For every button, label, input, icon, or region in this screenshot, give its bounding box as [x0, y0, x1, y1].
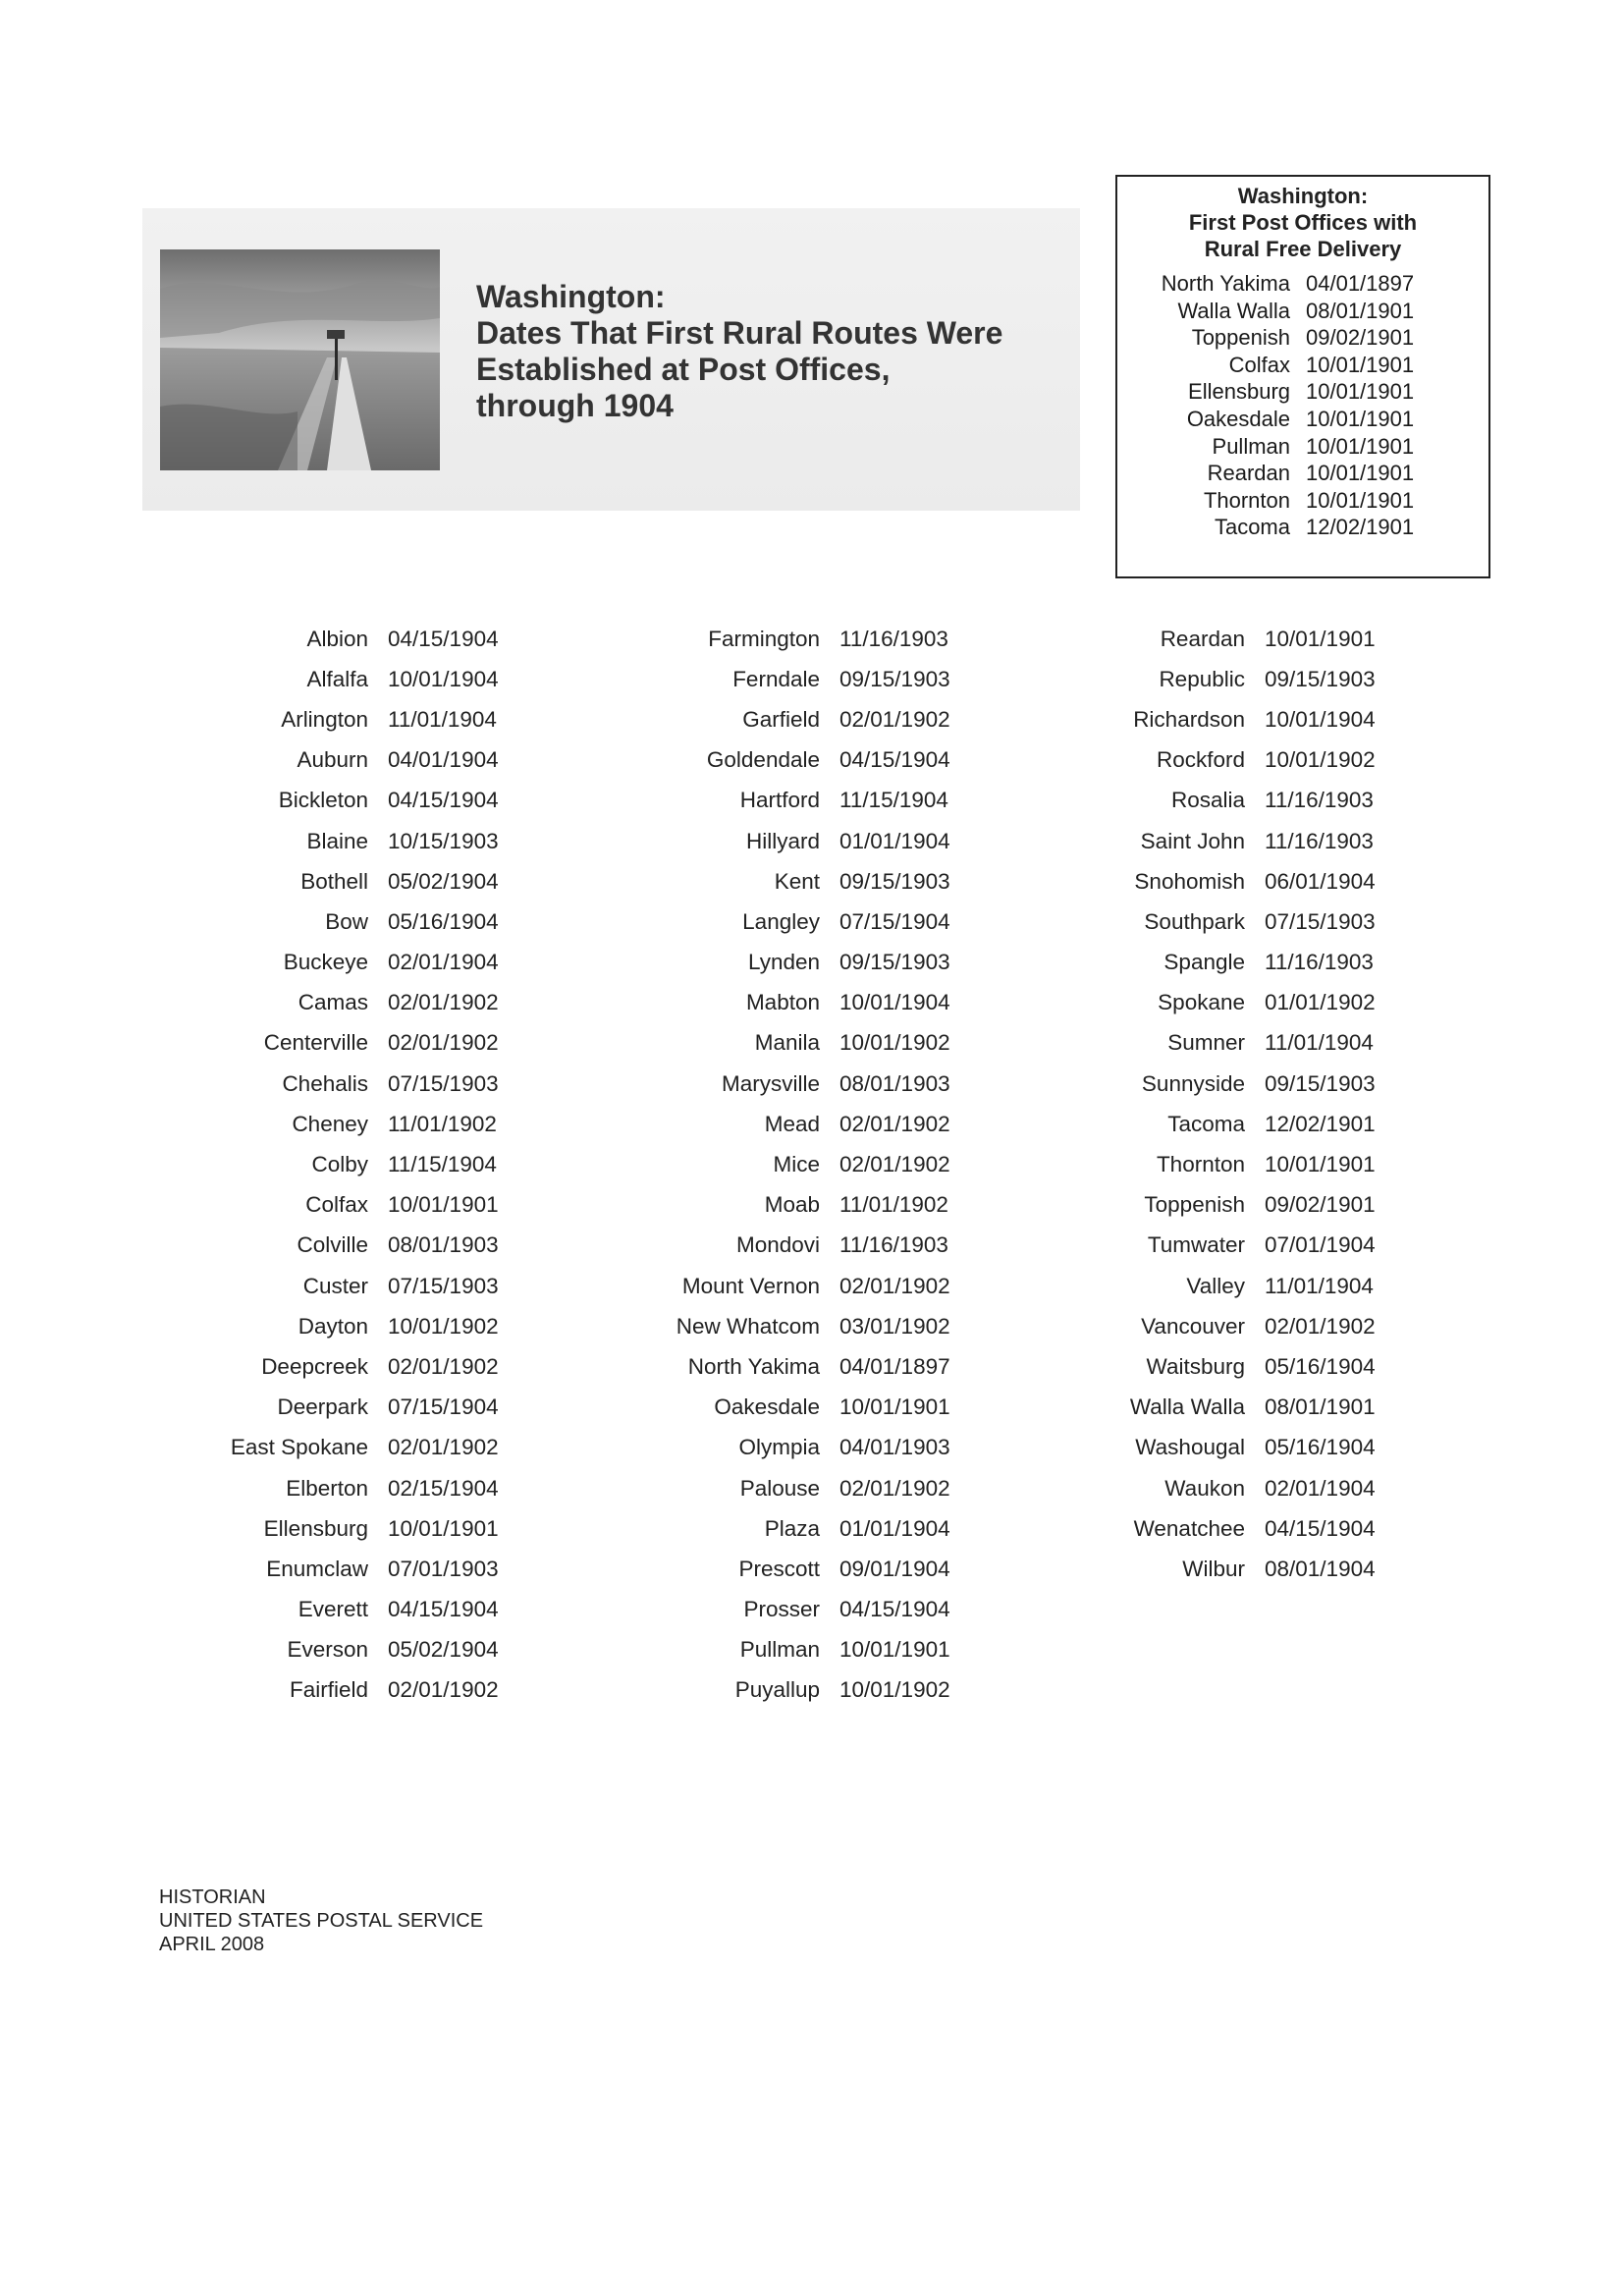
table-row [628, 821, 950, 861]
post-office-name: Deerpark [277, 1394, 368, 1420]
sidebox-row-date: 10/01/1901 [1306, 433, 1415, 459]
first-route-date: 06/01/1904 [1265, 868, 1376, 894]
table-row [1109, 1508, 1376, 1549]
first-route-date: 04/15/1904 [388, 788, 499, 813]
first-route-date: 02/01/1902 [388, 990, 499, 1015]
table-row [628, 1468, 950, 1508]
post-office-name: Manila [754, 1030, 820, 1056]
first-route-date: 10/01/1901 [839, 1637, 950, 1663]
first-route-date: 04/01/1897 [839, 1353, 950, 1379]
sidebox-row-date: 09/02/1901 [1306, 325, 1415, 351]
post-office-name: Goldendale [706, 747, 820, 773]
table-row [187, 1226, 499, 1266]
post-office-name: Everson [287, 1637, 368, 1663]
sidebox-row-date: 10/01/1901 [1306, 461, 1415, 486]
table-row [187, 1590, 499, 1630]
table-row [1109, 1549, 1376, 1589]
sidebox-row-date: 10/01/1901 [1306, 379, 1415, 405]
table-row [1109, 1388, 1376, 1428]
first-route-date: 03/01/1902 [839, 1313, 950, 1339]
first-route-date: 10/01/1902 [839, 1030, 950, 1056]
table-row [187, 902, 499, 942]
sidebox-row [1117, 298, 1488, 325]
table-row [1109, 1023, 1376, 1064]
post-office-name: New Whatcom [676, 1313, 820, 1339]
post-office-name: Centerville [263, 1030, 368, 1056]
first-route-date: 09/01/1904 [839, 1556, 950, 1581]
table-row [187, 1306, 499, 1346]
first-post-offices-box [1115, 175, 1490, 578]
post-office-name: Pullman [739, 1637, 820, 1663]
post-office-name: Everett [298, 1597, 368, 1622]
post-office-name: Bothell [300, 868, 368, 894]
post-office-name: Colville [297, 1232, 368, 1258]
table-row [187, 1670, 499, 1711]
sidebox-row-name: Reardan [1207, 461, 1290, 486]
table-row [187, 1428, 499, 1468]
page-title [476, 279, 1065, 424]
post-office-name: Bow [325, 908, 368, 934]
post-office-name: Elberton [286, 1475, 368, 1501]
first-route-date: 07/15/1903 [388, 1070, 499, 1096]
first-route-date: 02/01/1902 [388, 1677, 499, 1703]
first-route-date: 10/01/1902 [388, 1313, 499, 1339]
post-office-name: Snohomish [1134, 868, 1245, 894]
table-row [628, 1226, 950, 1266]
table-row [628, 943, 950, 983]
first-route-date: 02/01/1902 [839, 1475, 950, 1501]
first-route-date: 01/01/1904 [839, 1515, 950, 1541]
first-route-date: 08/01/1901 [1265, 1394, 1376, 1420]
sidebox-title-line3: Rural Free Delivery [1204, 237, 1402, 261]
first-route-date: 10/01/1904 [1265, 706, 1376, 732]
first-route-date: 04/15/1904 [388, 1597, 499, 1622]
first-route-date: 04/01/1903 [839, 1435, 950, 1460]
first-route-date: 05/02/1904 [388, 868, 499, 894]
post-office-name: Albion [306, 626, 368, 651]
sidebox-row [1117, 324, 1488, 352]
first-route-date: 02/01/1902 [388, 1353, 499, 1379]
sidebox-row-name: North Yakima [1161, 271, 1290, 296]
first-route-date: 10/01/1904 [839, 990, 950, 1015]
first-route-date: 02/01/1904 [1265, 1475, 1376, 1501]
first-route-date: 02/01/1902 [1265, 1313, 1376, 1339]
post-office-name: Sumner [1167, 1030, 1245, 1056]
table-row [187, 781, 499, 821]
footer-credit [159, 1886, 483, 1956]
footer-line2: UNITED STATES POSTAL SERVICE [159, 1910, 484, 1932]
post-office-name: Bickleton [278, 788, 368, 813]
sidebox-row-name: Thornton [1203, 487, 1290, 513]
table-row [1109, 781, 1376, 821]
sidebox-row-name: Oakesdale [1186, 406, 1290, 431]
sidebox-row-date: 12/02/1901 [1306, 515, 1415, 540]
table-row [187, 1468, 499, 1508]
table-row [1109, 1266, 1376, 1306]
sidebox-list [1117, 270, 1488, 541]
table-row [187, 1023, 499, 1064]
table-row [1109, 659, 1376, 699]
table-row [628, 699, 950, 739]
sidebox-row [1117, 378, 1488, 406]
post-office-name: Mabton [745, 990, 820, 1015]
post-office-name: Auburn [297, 747, 368, 773]
sidebox-row [1117, 352, 1488, 379]
table-row [187, 1346, 499, 1387]
header-banner [142, 208, 1080, 511]
post-office-name: Moab [764, 1192, 820, 1218]
post-office-name: Colfax [305, 1192, 368, 1218]
table-row [1109, 902, 1376, 942]
first-route-date: 02/01/1902 [839, 1273, 950, 1298]
first-route-date: 01/01/1904 [839, 828, 950, 853]
table-row [187, 943, 499, 983]
post-office-name: Colby [311, 1152, 368, 1177]
first-route-date: 02/01/1904 [388, 950, 499, 975]
first-route-date: 11/16/1903 [1265, 828, 1374, 853]
post-office-name: Camas [298, 990, 368, 1015]
sidebox-title-line1: Washington: [1237, 184, 1369, 208]
sidebox-row-date: 08/01/1901 [1306, 298, 1415, 323]
table-row [628, 659, 950, 699]
first-route-date: 11/16/1903 [839, 1232, 948, 1258]
sidebox-row [1117, 487, 1488, 515]
post-office-name: Fairfield [289, 1677, 368, 1703]
first-route-date: 10/01/1901 [1265, 626, 1376, 651]
post-office-name: Washougal [1135, 1435, 1245, 1460]
table-row [628, 1670, 950, 1711]
table-row [187, 1266, 499, 1306]
table-row [187, 1185, 499, 1226]
table-row [187, 699, 499, 739]
first-route-date: 11/01/1904 [388, 706, 497, 732]
sidebox-row-date: 10/01/1901 [1306, 406, 1415, 431]
table-row [628, 1508, 950, 1549]
table-row [1109, 740, 1376, 781]
table-row [1109, 1428, 1376, 1468]
sidebox-row-date: 04/01/1897 [1306, 271, 1415, 296]
first-route-date: 04/01/1904 [388, 747, 499, 773]
table-row [187, 1104, 499, 1144]
table-row [628, 1306, 950, 1346]
post-office-name: Enumclaw [266, 1556, 368, 1581]
table-row [187, 1064, 499, 1104]
table-row [1109, 1144, 1376, 1184]
post-office-name: Palouse [739, 1475, 820, 1501]
table-row [1109, 1185, 1376, 1226]
table-row [1109, 1226, 1376, 1266]
post-office-name: Farmington [708, 626, 820, 651]
first-route-date: 11/01/1904 [1265, 1273, 1374, 1298]
post-office-column-2 [628, 619, 950, 1711]
post-office-name: Deepcreek [261, 1353, 368, 1379]
first-route-date: 07/01/1904 [1265, 1232, 1376, 1258]
rural-road-photo [160, 249, 440, 470]
table-row [628, 902, 950, 942]
table-row [187, 1630, 499, 1670]
page-title-line4: through 1904 [476, 388, 674, 423]
post-office-name: Saint John [1140, 828, 1245, 853]
table-row [628, 1144, 950, 1184]
first-route-date: 10/01/1901 [388, 1515, 499, 1541]
sidebox-row [1117, 406, 1488, 433]
post-office-name: North Yakima [687, 1353, 820, 1379]
first-route-date: 02/01/1902 [388, 1030, 499, 1056]
table-row [187, 983, 499, 1023]
post-office-name: Custer [302, 1273, 368, 1298]
first-route-date: 07/15/1904 [839, 908, 950, 934]
post-office-name: Walla Walla [1129, 1394, 1245, 1420]
post-office-name: Waukon [1164, 1475, 1245, 1501]
table-row [187, 1549, 499, 1589]
first-route-date: 11/01/1902 [839, 1192, 948, 1218]
sidebox-row-name: Ellensburg [1188, 379, 1290, 405]
table-row [1109, 619, 1376, 659]
table-row [628, 619, 950, 659]
post-office-name: Spokane [1158, 990, 1245, 1015]
table-row [187, 740, 499, 781]
table-row [1109, 861, 1376, 902]
post-office-name: Olympia [738, 1435, 820, 1460]
first-route-date: 04/15/1904 [839, 747, 950, 773]
first-route-date: 05/16/1904 [388, 908, 499, 934]
first-route-date: 07/01/1903 [388, 1556, 499, 1581]
post-office-name: Hillyard [745, 828, 820, 853]
post-office-name: Southpark [1144, 908, 1245, 934]
table-row [628, 1590, 950, 1630]
first-route-date: 10/01/1904 [388, 666, 499, 691]
table-row [1109, 821, 1376, 861]
table-row [628, 1185, 950, 1226]
first-route-date: 09/15/1903 [839, 666, 950, 691]
first-route-date: 02/01/1902 [388, 1435, 499, 1460]
page-title-line3: Established at Post Offices, [476, 352, 891, 387]
table-row [628, 1104, 950, 1144]
table-row [187, 821, 499, 861]
first-route-date: 11/15/1904 [388, 1152, 497, 1177]
first-route-date: 09/15/1903 [839, 868, 950, 894]
table-row [628, 781, 950, 821]
post-office-name: Wenatchee [1133, 1515, 1245, 1541]
sidebox-row-date: 10/01/1901 [1306, 487, 1415, 513]
post-office-name: Prescott [738, 1556, 820, 1581]
post-office-name: Richardson [1133, 706, 1245, 732]
post-office-name: Oakesdale [714, 1394, 820, 1420]
first-route-date: 02/15/1904 [388, 1475, 499, 1501]
first-route-date: 11/16/1903 [839, 626, 948, 651]
first-route-date: 09/15/1903 [1265, 666, 1376, 691]
first-route-date: 04/15/1904 [388, 626, 499, 651]
first-route-date: 11/16/1903 [1265, 950, 1374, 975]
first-route-date: 10/01/1901 [839, 1394, 950, 1420]
post-office-name: Thornton [1156, 1152, 1245, 1177]
first-route-date: 10/15/1903 [388, 828, 499, 853]
post-office-name: Spangle [1163, 950, 1245, 975]
post-office-name: East Spokane [230, 1435, 368, 1460]
first-route-date: 07/15/1904 [388, 1394, 499, 1420]
table-row [628, 1023, 950, 1064]
post-office-name: Mount Vernon [681, 1273, 820, 1298]
sidebox-row [1117, 270, 1488, 298]
first-route-date: 05/16/1904 [1265, 1353, 1376, 1379]
footer-line1: HISTORIAN [159, 1886, 266, 1908]
sidebox-row [1117, 514, 1488, 541]
post-office-name: Vancouver [1141, 1313, 1245, 1339]
post-office-name: Chehalis [282, 1070, 368, 1096]
first-route-date: 08/01/1904 [1265, 1556, 1376, 1581]
first-route-date: 11/01/1904 [1265, 1030, 1374, 1056]
first-route-date: 08/01/1903 [839, 1070, 950, 1096]
table-row [1109, 699, 1376, 739]
first-route-date: 11/16/1903 [1265, 788, 1374, 813]
first-route-date: 08/01/1903 [388, 1232, 499, 1258]
sidebox-row [1117, 433, 1488, 461]
post-office-name: Toppenish [1144, 1192, 1245, 1218]
first-route-date: 04/15/1904 [1265, 1515, 1376, 1541]
post-office-name: Alfalfa [306, 666, 368, 691]
table-row [628, 1346, 950, 1387]
sidebox-row-name: Walla Walla [1177, 298, 1290, 323]
table-row [628, 861, 950, 902]
first-route-date: 04/15/1904 [839, 1597, 950, 1622]
table-row [628, 1064, 950, 1104]
post-office-name: Mice [773, 1152, 820, 1177]
table-row [628, 1630, 950, 1670]
post-office-name: Marysville [721, 1070, 820, 1096]
table-row [1109, 983, 1376, 1023]
post-office-name: Sunnyside [1141, 1070, 1245, 1096]
post-office-name: Ferndale [732, 666, 820, 691]
first-route-date: 11/15/1904 [839, 788, 948, 813]
first-route-date: 07/15/1903 [1265, 908, 1376, 934]
table-row [628, 1266, 950, 1306]
post-office-name: Plaza [764, 1515, 820, 1541]
first-route-date: 02/01/1902 [839, 706, 950, 732]
sidebox-row-name: Colfax [1228, 352, 1290, 377]
first-route-date: 09/02/1901 [1265, 1192, 1376, 1218]
post-office-name: Dayton [298, 1313, 368, 1339]
page-title-line1: Washington: [476, 279, 666, 314]
table-row [187, 1144, 499, 1184]
post-office-name: Waitsburg [1146, 1353, 1245, 1379]
post-office-name: Kent [774, 868, 820, 894]
table-row [1109, 1104, 1376, 1144]
post-office-name: Valley [1186, 1273, 1245, 1298]
table-row [1109, 1468, 1376, 1508]
table-row [187, 861, 499, 902]
table-row [628, 740, 950, 781]
first-route-date: 05/16/1904 [1265, 1435, 1376, 1460]
first-route-date: 09/15/1903 [839, 950, 950, 975]
table-row [1109, 1346, 1376, 1387]
post-office-name: Reardan [1160, 626, 1245, 651]
post-office-name: Republic [1159, 666, 1245, 691]
post-office-name: Puyallup [734, 1677, 820, 1703]
post-office-name: Ellensburg [263, 1515, 368, 1541]
first-route-date: 02/01/1902 [839, 1111, 950, 1136]
post-office-name: Mondovi [735, 1232, 820, 1258]
post-office-name: Buckeye [283, 950, 368, 975]
table-row [187, 619, 499, 659]
first-route-date: 10/01/1901 [388, 1192, 499, 1218]
post-office-name: Mead [764, 1111, 820, 1136]
sidebox-row-name: Tacoma [1214, 515, 1290, 540]
table-row [1109, 1064, 1376, 1104]
post-office-name: Garfield [742, 706, 820, 732]
table-row [628, 1428, 950, 1468]
post-office-name: Tumwater [1147, 1232, 1245, 1258]
first-route-date: 09/15/1903 [1265, 1070, 1376, 1096]
table-row [628, 983, 950, 1023]
first-route-date: 05/02/1904 [388, 1637, 499, 1663]
page-title-line2: Dates That First Rural Routes Were [476, 315, 1003, 351]
post-office-name: Hartford [739, 788, 820, 813]
table-row [1109, 1306, 1376, 1346]
first-route-date: 10/01/1902 [1265, 747, 1376, 773]
post-office-name: Arlington [281, 706, 368, 732]
table-row [187, 1508, 499, 1549]
post-office-name: Langley [742, 908, 820, 934]
first-route-date: 07/15/1903 [388, 1273, 499, 1298]
first-route-date: 12/02/1901 [1265, 1111, 1376, 1136]
sidebox-title-line2: First Post Offices with [1188, 210, 1418, 235]
table-row [628, 1549, 950, 1589]
table-row [628, 1388, 950, 1428]
sidebox-row [1117, 460, 1488, 487]
post-office-name: Lynden [748, 950, 820, 975]
post-office-name: Prosser [743, 1597, 820, 1622]
sidebox-title [1117, 183, 1488, 262]
post-office-name: Tacoma [1167, 1111, 1245, 1136]
first-route-date: 01/01/1902 [1265, 990, 1376, 1015]
table-row [187, 1388, 499, 1428]
post-office-column-1 [187, 619, 499, 1711]
table-row [1109, 943, 1376, 983]
post-office-name: Cheney [292, 1111, 368, 1136]
post-office-name: Rockford [1156, 747, 1245, 773]
first-route-date: 10/01/1901 [1265, 1152, 1376, 1177]
first-route-date: 02/01/1902 [839, 1152, 950, 1177]
footer-line3: APRIL 2008 [159, 1934, 265, 1955]
post-office-name: Wilbur [1182, 1556, 1245, 1581]
post-office-name: Blaine [306, 828, 368, 853]
table-row [187, 659, 499, 699]
first-route-date: 10/01/1902 [839, 1677, 950, 1703]
sidebox-row-name: Toppenish [1191, 325, 1290, 351]
first-route-date: 11/01/1902 [388, 1111, 497, 1136]
sidebox-row-name: Pullman [1212, 433, 1290, 459]
sidebox-row-date: 10/01/1901 [1306, 352, 1415, 377]
post-office-column-3 [1109, 619, 1376, 1590]
post-office-name: Rosalia [1170, 788, 1245, 813]
